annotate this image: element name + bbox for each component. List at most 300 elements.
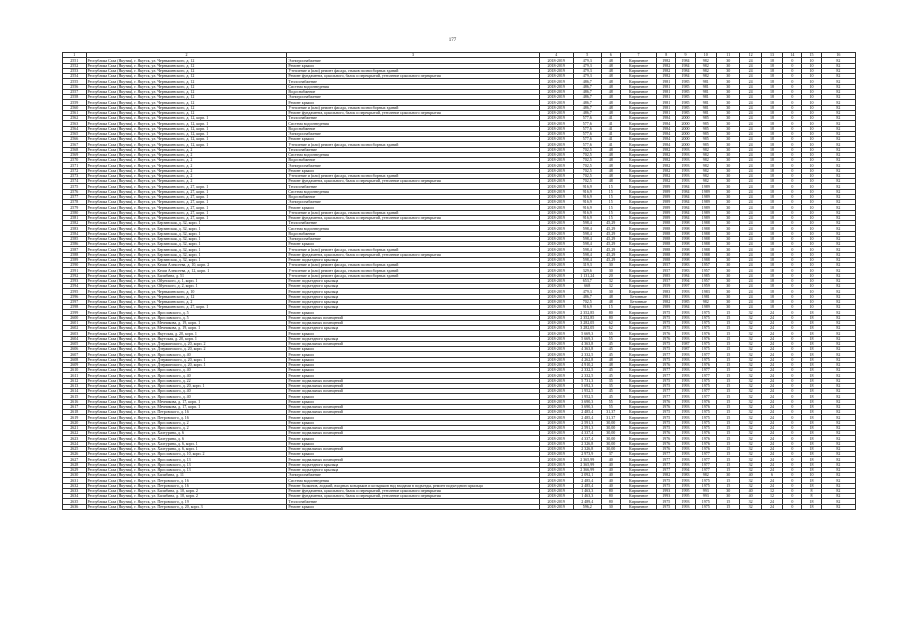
table-cell: Ремонт подвальных помещений — [287, 457, 539, 462]
table-cell: 1985 — [676, 89, 695, 94]
table-cell: Кирпичное — [620, 362, 656, 367]
table-cell: Ремонт подъездного крыльца — [287, 336, 539, 341]
table-cell: 0 — [783, 221, 802, 226]
table-cell: 10 — [802, 294, 821, 299]
table-cell: Ремонт крыши — [287, 352, 539, 357]
table-cell: 24 — [740, 158, 761, 163]
table-cell: 24 — [740, 58, 761, 63]
table-cell: 10 — [802, 100, 821, 105]
table-cell: 1988 — [695, 236, 716, 241]
table-cell: 1981 — [657, 89, 676, 94]
table-cell: Республика Саха (Якутия), г. Якутск, ул. Ойунского, д. 1, корп. 1 — [86, 278, 287, 283]
table-cell: 48 — [601, 68, 620, 73]
table-cell: 1976 — [657, 431, 676, 436]
table-cell: 24 — [761, 467, 782, 472]
table-cell: 18 — [802, 362, 821, 367]
table-cell: 2018-2019 — [539, 179, 573, 184]
table-cell: 2018-2019 — [539, 116, 573, 121]
table-cell: 18 — [802, 457, 821, 462]
table-cell: 1975 — [695, 410, 716, 415]
column-header: 16 — [821, 53, 855, 58]
table-cell: 18 — [761, 215, 782, 220]
column-header: 3 — [287, 53, 539, 58]
table-cell: Кирпичное — [620, 341, 656, 346]
table-cell: Республика Саха (Якутия), г. Якутск, ул. Халтурина, д. 6 — [86, 431, 287, 436]
table-cell: 45 — [601, 368, 620, 373]
table-cell: 18 — [761, 158, 782, 163]
table-cell: 32 — [740, 326, 761, 331]
table-cell: 1998 — [676, 257, 695, 262]
table-cell: Республика Саха (Якутия), г. Якутск, ул. Ярославского, д. 20, корп. 1 — [86, 383, 287, 388]
table-cell: 4 363,8 — [573, 341, 601, 346]
table-cell: 18 — [761, 226, 782, 231]
table-cell: 6 — [761, 473, 782, 478]
table-cell: 0 — [783, 184, 802, 189]
table-cell: 30 — [716, 236, 740, 241]
table-cell: 1998 — [676, 221, 695, 226]
column-header: 6 — [601, 53, 620, 58]
table-cell: 24 — [761, 389, 782, 394]
table-cell: 486,7 — [573, 84, 601, 89]
table-cell: 1998 — [676, 247, 695, 252]
table-cell: Водоснабжение — [287, 158, 539, 163]
table-cell: 0 — [783, 473, 802, 478]
table-cell: 24 — [761, 378, 782, 383]
table-cell: Кирпичное — [620, 410, 656, 415]
table-cell: Система водоотведения — [287, 152, 539, 157]
table-cell: Кирпичное — [620, 441, 656, 446]
table-cell: 2580 — [63, 210, 87, 215]
table-cell: Республика Саха (Якутия), г. Якутск, ул. Ойунского, д. 2, корп. 1 — [86, 284, 287, 289]
table-cell: 24 — [761, 347, 782, 352]
table-cell: 0 — [783, 462, 802, 467]
table-cell: Ремонт подвальных помещений — [287, 410, 539, 415]
table-cell: Ремонт крыши — [287, 205, 539, 210]
table-cell: Кирпичное — [620, 210, 656, 215]
table-cell: 32 — [740, 410, 761, 415]
table-cell: 2018-2019 — [539, 200, 573, 205]
table-cell: 981 — [695, 89, 716, 94]
table-cell: 0 — [783, 478, 802, 483]
table-cell: 30 — [716, 100, 740, 105]
table-cell: 2018-2019 — [539, 425, 573, 430]
table-cell: 1993 — [676, 163, 695, 168]
table-cell: Ремонт крыши — [287, 436, 539, 441]
table-cell: 4 262,8 — [573, 357, 601, 362]
table-cell: 24 — [740, 273, 761, 278]
table-cell: Республика Саха (Якутия), г. Якутск, ул. Ярославского, д. 40 — [86, 373, 287, 378]
table-cell: 2018-2019 — [539, 305, 573, 310]
table-cell: 0 — [783, 420, 802, 425]
table-cell: 15 — [716, 446, 740, 451]
table-cell: 1984 — [657, 131, 676, 136]
table-cell: 45,29 — [601, 221, 620, 226]
table-cell: 82 — [821, 294, 855, 299]
table-cell: 82 — [821, 452, 855, 457]
table-cell: 1993 — [676, 436, 695, 441]
table-cell: 30 — [716, 121, 740, 126]
table-cell: 10 — [802, 299, 821, 304]
table-cell: 48 — [601, 79, 620, 84]
table-cell: 10 — [802, 116, 821, 121]
table-cell: 2596 — [63, 294, 87, 299]
table-cell: Ремонт крыши — [287, 357, 539, 362]
table-cell: 4 337,4 — [573, 431, 601, 436]
table-cell: 10 — [802, 210, 821, 215]
table-cell: 40 — [740, 488, 761, 493]
table-cell: 24 — [740, 79, 761, 84]
table-cell: 10 — [802, 236, 821, 241]
table-cell: 10 — [802, 226, 821, 231]
table-cell: 2018-2019 — [539, 273, 573, 278]
table-cell: 1988 — [657, 221, 676, 226]
table-cell: 2018-2019 — [539, 341, 573, 346]
table-cell: 1975 — [657, 410, 676, 415]
table-cell: 2018-2019 — [539, 215, 573, 220]
table-cell: 2 591,3 — [573, 420, 601, 425]
table-cell: Кирпичное — [620, 95, 656, 100]
table-cell: 82 — [821, 299, 855, 304]
table-cell: 1981 — [657, 105, 676, 110]
table-cell: 1 463,3 — [573, 488, 601, 493]
table-cell: 82 — [821, 147, 855, 152]
table-cell: 702,5 — [573, 179, 601, 184]
table-cell: 32 — [740, 467, 761, 472]
table-cell: Республика Саха (Якутия), г. Якутск, ул. Кеши Алексеева, д. 12, корп. 1 — [86, 268, 287, 273]
table-cell: 1993 — [676, 441, 695, 446]
table-cell: 24 — [740, 126, 761, 131]
table-cell: Кирпичное — [620, 152, 656, 157]
table-cell: 24 — [740, 221, 761, 226]
table-cell: 45,29 — [601, 252, 620, 257]
table-cell: 48 — [601, 357, 620, 362]
table-cell: 82 — [821, 79, 855, 84]
table-cell: 1975 — [657, 310, 676, 315]
table-cell: 1989 — [657, 205, 676, 210]
table-cell: Республика Саха (Якутия), г. Якутск, ул. Мечникова, д. 19, корп. 1 — [86, 320, 287, 325]
table-cell: 82 — [821, 462, 855, 467]
table-cell: 32 — [740, 341, 761, 346]
table-cell: 30 — [601, 268, 620, 273]
table-cell: 1975 — [657, 357, 676, 362]
table-cell: 32 — [740, 373, 761, 378]
table-cell: Ремонт крыши — [287, 100, 539, 105]
table-cell: 2018-2019 — [539, 278, 573, 283]
table-cell: 0 — [783, 299, 802, 304]
table-cell: 1975 — [657, 341, 676, 346]
table-cell: 596,2 — [573, 504, 601, 509]
table-cell: 1977 — [695, 467, 716, 472]
table-cell: 2615 — [63, 394, 87, 399]
table-cell: 18 — [761, 163, 782, 168]
table-cell: 1998 — [676, 226, 695, 231]
table-cell: 2018-2019 — [539, 389, 573, 394]
table-cell: 0 — [783, 89, 802, 94]
table-cell: 2000 — [676, 131, 695, 136]
table-cell: 18 — [761, 95, 782, 100]
table-cell: 486,7 — [573, 110, 601, 115]
table-cell: 2018-2019 — [539, 137, 573, 142]
table-cell: 10 — [802, 131, 821, 136]
table-cell: 82 — [821, 189, 855, 194]
table-cell: 1988 — [657, 247, 676, 252]
table-cell: 30 — [716, 79, 740, 84]
table-cell: 15 — [716, 383, 740, 388]
table-cell: 30,00 — [601, 425, 620, 430]
table-cell: 2574 — [63, 179, 87, 184]
table-cell: 18 — [802, 462, 821, 467]
table-cell: 2018-2019 — [539, 210, 573, 215]
table-cell: Кирпичное — [620, 226, 656, 231]
table-cell: 30 — [716, 105, 740, 110]
table-cell: 2018-2019 — [539, 488, 573, 493]
column-header: 7 — [620, 53, 656, 58]
column-header: 9 — [676, 53, 695, 58]
table-cell: 62 — [601, 326, 620, 331]
table-cell: Кирпичное — [620, 100, 656, 105]
table-cell: 702,5 — [573, 152, 601, 157]
table-cell: 2018-2019 — [539, 163, 573, 168]
table-cell: 598,4 — [573, 242, 601, 247]
table-cell: 1993 — [676, 452, 695, 457]
table-cell: 2566 — [63, 137, 87, 142]
table-cell: 82 — [821, 121, 855, 126]
table-cell: 2018-2019 — [539, 105, 573, 110]
table-cell: 15 — [716, 436, 740, 441]
table-cell: Кирпичное — [620, 137, 656, 142]
table-cell: Республика Саха (Якутия), г. Якутск, ул. Берзинская, д. 32, корп. 1 — [86, 231, 287, 236]
table-cell: 985 — [695, 121, 716, 126]
table-cell: 45 — [601, 352, 620, 357]
table-cell: 32 — [740, 310, 761, 315]
table-cell: 2635 — [63, 499, 87, 504]
table-cell: 18 — [761, 121, 782, 126]
table-cell: 10 — [802, 110, 821, 115]
table-cell: 18 — [761, 173, 782, 178]
table-cell: 2018-2019 — [539, 231, 573, 236]
table-cell: 30 — [716, 152, 740, 157]
table-cell: 18 — [761, 89, 782, 94]
table-cell: Ремонт крыши — [287, 310, 539, 315]
table-cell: 18 — [802, 467, 821, 472]
table-cell: 82 — [821, 352, 855, 357]
table-cell: 1994 — [676, 278, 695, 283]
table-cell: 1989 — [657, 200, 676, 205]
table-cell: Ремонт фундамента, цокольного, балок и перекрытий, утепление цокольного перекрытия — [287, 488, 539, 493]
table-cell: 48 — [601, 152, 620, 157]
table-cell: Система водоотведения — [287, 121, 539, 126]
table-cell: 24 — [740, 184, 761, 189]
table-cell: 18 — [802, 320, 821, 325]
table-cell: 30 — [716, 58, 740, 63]
table-cell: 1982 — [657, 173, 676, 178]
table-cell: 24 — [761, 457, 782, 462]
table-cell: 18 — [761, 184, 782, 189]
table-cell: 24 — [740, 89, 761, 94]
table-cell: 2018-2019 — [539, 462, 573, 467]
table-cell: 2018-2019 — [539, 257, 573, 262]
table-cell: 0 — [783, 362, 802, 367]
table-cell: 1975 — [695, 483, 716, 488]
table-cell: 82 — [821, 221, 855, 226]
table-cell: 35 — [601, 383, 620, 388]
table-cell: 0 — [783, 289, 802, 294]
table-cell: Республика Саха (Якутия), г. Якутск, ул. Петровского, д. 16 — [86, 415, 287, 420]
table-cell: Ремонт крыши — [287, 452, 539, 457]
table-cell: Кирпичное — [620, 263, 656, 268]
table-cell: 82 — [821, 420, 855, 425]
table-cell: 2018-2019 — [539, 221, 573, 226]
table-cell: 1984 — [676, 58, 695, 63]
table-cell: Кирпичное — [620, 504, 656, 509]
table-cell: Водоснабжение — [287, 194, 539, 199]
table-cell: Теплоснабжение — [287, 116, 539, 121]
table-cell: 2632 — [63, 483, 87, 488]
table-cell: 2 332,5 — [573, 368, 601, 373]
table-cell: 20 — [601, 273, 620, 278]
table-cell: 48 — [601, 163, 620, 168]
table-cell: 702,5 — [573, 163, 601, 168]
table-cell: 2018-2019 — [539, 441, 573, 446]
table-cell: 48 — [601, 58, 620, 63]
table-cell: 2018-2019 — [539, 315, 573, 320]
table-cell: 24 — [740, 95, 761, 100]
table-cell: 1993 — [676, 378, 695, 383]
table-cell: 1998 — [676, 242, 695, 247]
table-cell: 1984 — [676, 210, 695, 215]
table-cell: 24 — [761, 336, 782, 341]
table-cell: Кирпичное — [620, 184, 656, 189]
table-cell: 2594 — [63, 284, 87, 289]
table-cell: 15 — [716, 462, 740, 467]
table-cell: Кирпичное — [620, 383, 656, 388]
table-cell: 982 — [695, 58, 716, 63]
table-cell: 10 — [802, 278, 821, 283]
table-cell: 24 — [740, 305, 761, 310]
table-cell: 41 — [601, 126, 620, 131]
table-cell: 985 — [695, 137, 716, 142]
table-cell: Электроснабжение — [287, 200, 539, 205]
table-cell: Кирпичное — [620, 352, 656, 357]
table-cell: 1975 — [695, 347, 716, 352]
table-cell: 1975 — [695, 341, 716, 346]
table-cell: 82 — [821, 362, 855, 367]
table-cell: 2568 — [63, 147, 87, 152]
table-cell: 2018-2019 — [539, 294, 573, 299]
table-cell: 82 — [821, 95, 855, 100]
table-cell: 2593 — [63, 278, 87, 283]
table-cell: Республика Саха (Якутия), г. Якутск, ул. Ярославского, д. 13 — [86, 467, 287, 472]
table-cell: Кирпичное — [620, 326, 656, 331]
table-cell: 0 — [783, 410, 802, 415]
table-cell: 1993 — [676, 420, 695, 425]
table-cell: 2018-2019 — [539, 194, 573, 199]
table-cell: Ремонт подъездного крыльца — [287, 294, 539, 299]
table-cell: 24 — [740, 205, 761, 210]
table-cell: 2599 — [63, 310, 87, 315]
table-cell: 18 — [761, 68, 782, 73]
table-cell: 32 — [601, 278, 620, 283]
table-cell: 18 — [761, 126, 782, 131]
table-cell: 2621 — [63, 425, 87, 430]
table-cell: 2571 — [63, 163, 87, 168]
table-cell: Республика Саха (Якутия), г. Якутск, ул. Чернышевского, д. 12, корп. 1 — [86, 142, 287, 147]
table-cell: 15 — [716, 352, 740, 357]
table-cell: 2 485,4 — [573, 415, 601, 420]
table-cell: 1985 — [676, 79, 695, 84]
table-cell: Утепление и (или) ремонт фасада, стыков полносборных зданий — [287, 68, 539, 73]
table-cell: 2555 — [63, 79, 87, 84]
table-cell: 24 — [740, 68, 761, 73]
table-cell: 32 — [740, 452, 761, 457]
table-cell: 0 — [783, 331, 802, 336]
table-cell: 2018-2019 — [539, 368, 573, 373]
table-cell: 1988 — [695, 257, 716, 262]
table-cell: 82 — [821, 357, 855, 362]
table-cell: Ремонт подъездного крыльца — [287, 326, 539, 331]
table-cell: 48 — [601, 84, 620, 89]
table-cell: 18 — [802, 352, 821, 357]
table-cell: 2636 — [63, 504, 87, 509]
table-cell: 1993 — [676, 383, 695, 388]
table-cell: 18 — [802, 431, 821, 436]
table-cell: 1984 — [657, 121, 676, 126]
table-cell: 32 — [740, 478, 761, 483]
table-cell: Водоснабжение — [287, 89, 539, 94]
table-cell: 18 — [802, 315, 821, 320]
table-cell: Кирпичное — [620, 331, 656, 336]
table-cell: Кирпичное — [620, 457, 656, 462]
table-cell: Ремонт подвальных помещений — [287, 446, 539, 451]
table-cell: 30 — [716, 268, 740, 273]
table-cell: Ремонт подвальных помещений — [287, 404, 539, 409]
table-cell: 981 — [695, 79, 716, 84]
table-cell: 2595 — [63, 289, 87, 294]
table-cell: 18 — [802, 326, 821, 331]
table-cell: 1975 — [657, 378, 676, 383]
table-cell: 2630 — [63, 473, 87, 478]
table-cell: 2 332,5 — [573, 373, 601, 378]
table-cell: 24 — [761, 410, 782, 415]
table-cell: 32 — [740, 462, 761, 467]
table-cell: Кирпичное — [620, 278, 656, 283]
table-cell: 24 — [740, 131, 761, 136]
table-cell: 0 — [783, 200, 802, 205]
table-cell: 2018-2019 — [539, 95, 573, 100]
table-cell: Ремонт крыши — [287, 399, 539, 404]
table-cell: 35 — [601, 378, 620, 383]
table-cell: 18 — [761, 131, 782, 136]
table-cell: 2018-2019 — [539, 467, 573, 472]
table-cell: 2623 — [63, 436, 87, 441]
table-cell: 45,29 — [601, 226, 620, 231]
table-cell: Кирпичное — [620, 425, 656, 430]
table-cell: Республика Саха (Якутия), г. Якутск, ул. Чернышевского, д. 12 — [86, 89, 287, 94]
table-cell: 18 — [761, 116, 782, 121]
table-cell: 1984 — [657, 116, 676, 121]
table-cell: 702,5 — [573, 299, 601, 304]
table-cell: Республика Саха (Якутия), г. Якутск, ул. Ярославского, д. 10, корп. 2 — [86, 452, 287, 457]
table-cell: 30,00 — [601, 420, 620, 425]
table-cell: 18 — [802, 399, 821, 404]
table-cell: 10 — [802, 63, 821, 68]
table-cell: 24 — [761, 368, 782, 373]
table-cell: 18 — [761, 142, 782, 147]
table-cell: 0 — [783, 305, 802, 310]
table-cell: 10 — [802, 284, 821, 289]
table-cell: 18 — [761, 100, 782, 105]
table-cell: 37 — [601, 452, 620, 457]
